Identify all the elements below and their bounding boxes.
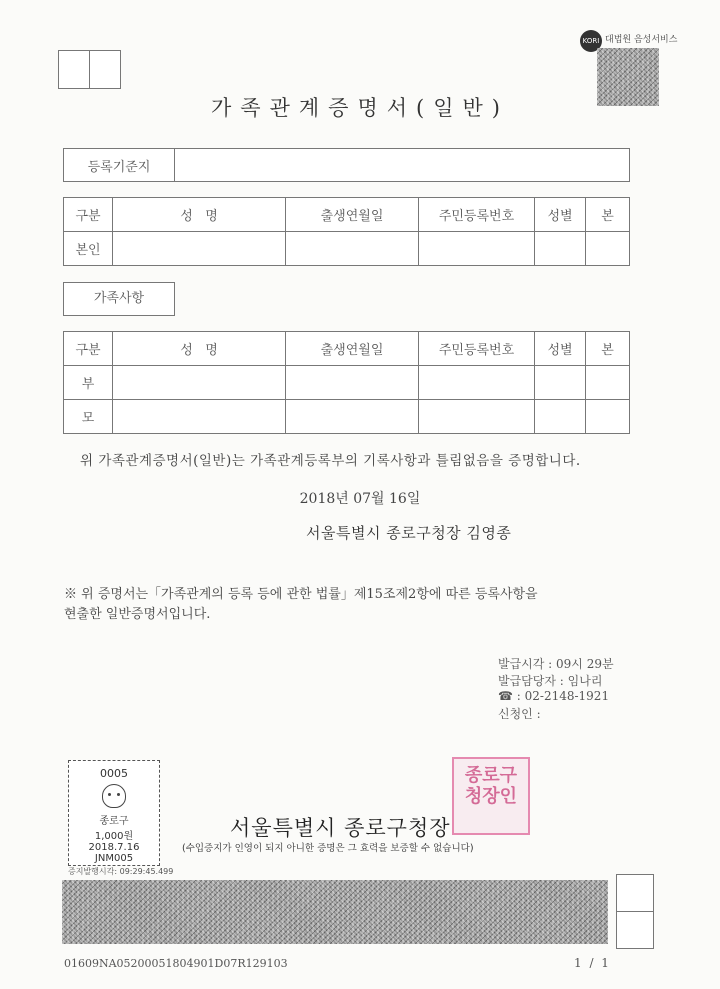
- family-header-birth: 출생연월일: [286, 332, 419, 366]
- certification-text: 위 가족관계증명서(일반)는 가족관계등록부의 기록사항과 틀림없음을 증명합니다.: [80, 453, 581, 469]
- registration-label: 등록기준지: [64, 149, 175, 182]
- self-header-origin: 본: [586, 198, 630, 232]
- issuing-authority: 서울특별시 종로구청장: [230, 816, 451, 840]
- revenue-stamp: [68, 760, 160, 866]
- document-number: 01609NA05200051804901D07R129103: [64, 957, 288, 970]
- family-row-father-name: [113, 366, 286, 400]
- security-pattern: [62, 880, 608, 944]
- issue-phone: ☎ : 02-2148-1921: [498, 689, 610, 703]
- family-row-mother-type: 모: [64, 400, 113, 434]
- authority-note: (수입증지가 인영이 되지 아니한 증명은 그 효력을 보증할 수 없습니다): [182, 843, 474, 854]
- kori-logo-icon: KORI: [580, 30, 602, 52]
- family-row-mother-origin: [586, 400, 630, 434]
- family-row-mother-resident-no: [419, 400, 535, 434]
- family-row-father-resident-no: [419, 366, 535, 400]
- family-row-mother-birth: [286, 400, 419, 434]
- approval-box-1: [58, 50, 90, 89]
- self-row-name: [113, 232, 286, 266]
- family-row-father-origin: [586, 366, 630, 400]
- family-header-name: 성 명: [113, 332, 286, 366]
- self-header-gender: 성별: [535, 198, 586, 232]
- self-row-resident-no: [419, 232, 535, 266]
- registration-value: [175, 149, 630, 182]
- family-row-father-type: 부: [64, 366, 113, 400]
- self-header-birth: 출생연월일: [286, 198, 419, 232]
- self-row-type: 본인: [64, 232, 113, 266]
- official-seal: [452, 757, 530, 835]
- voice-service-label: 대법원 음성서비스: [605, 35, 678, 45]
- stamp-issue-time: 증지발행시각: 09:29:45.499: [68, 867, 174, 876]
- family-row-father-gender: [535, 366, 586, 400]
- family-header-origin: 본: [586, 332, 630, 366]
- registration-table: [63, 148, 630, 182]
- self-header-resident-no: 주민등록번호: [419, 198, 535, 232]
- self-header-name: 성 명: [113, 198, 286, 232]
- issue-clerk: 발급담당자 : 임나리: [498, 674, 603, 688]
- family-table: [63, 331, 630, 434]
- family-header-resident-no: 주민등록번호: [419, 332, 535, 366]
- family-row-mother-name: [113, 400, 286, 434]
- stamp-code: JNM005: [94, 853, 134, 864]
- notice-line-1: ※ 위 증명서는「가족관계의 등록 등에 관한 법률」제15조제2항에 따른 등록사항을: [64, 587, 538, 602]
- family-row-mother-gender: [535, 400, 586, 434]
- stamp-fee: 1,000원: [94, 831, 134, 842]
- self-row-gender: [535, 232, 586, 266]
- self-row-origin: [586, 232, 630, 266]
- family-header-type: 구분: [64, 332, 113, 366]
- self-row-birth: [286, 232, 419, 266]
- issue-time: 발급시각 : 09시 29분: [498, 657, 614, 671]
- approval-box-2: [89, 50, 121, 89]
- page-title: 가족관계증명서(일반): [211, 96, 509, 120]
- notice-line-2: 현출한 일반증명서입니다.: [64, 607, 211, 622]
- stamp-date: 2018.7.16: [88, 842, 140, 853]
- family-header-gender: 성별: [535, 332, 586, 366]
- family-section-label: 가족사항: [63, 282, 175, 316]
- bottom-right-box-2: [616, 911, 654, 949]
- bottom-right-box-1: [616, 874, 654, 912]
- stamp-number: 0005: [100, 767, 128, 780]
- family-row-father-birth: [286, 366, 419, 400]
- page-number: 1 / 1: [574, 956, 611, 970]
- seal-text: 종로구청장인: [464, 765, 518, 807]
- issue-applicant: 신청인 :: [498, 707, 541, 721]
- issue-date: 2018년 07월 16일: [299, 491, 421, 507]
- stamp-mascot-icon: [102, 784, 126, 808]
- self-header-type: 구분: [64, 198, 113, 232]
- stamp-district: 종로구: [99, 816, 129, 827]
- self-table: [63, 197, 630, 266]
- issuer-name: 서울특별시 종로구청장 김영종: [306, 524, 512, 542]
